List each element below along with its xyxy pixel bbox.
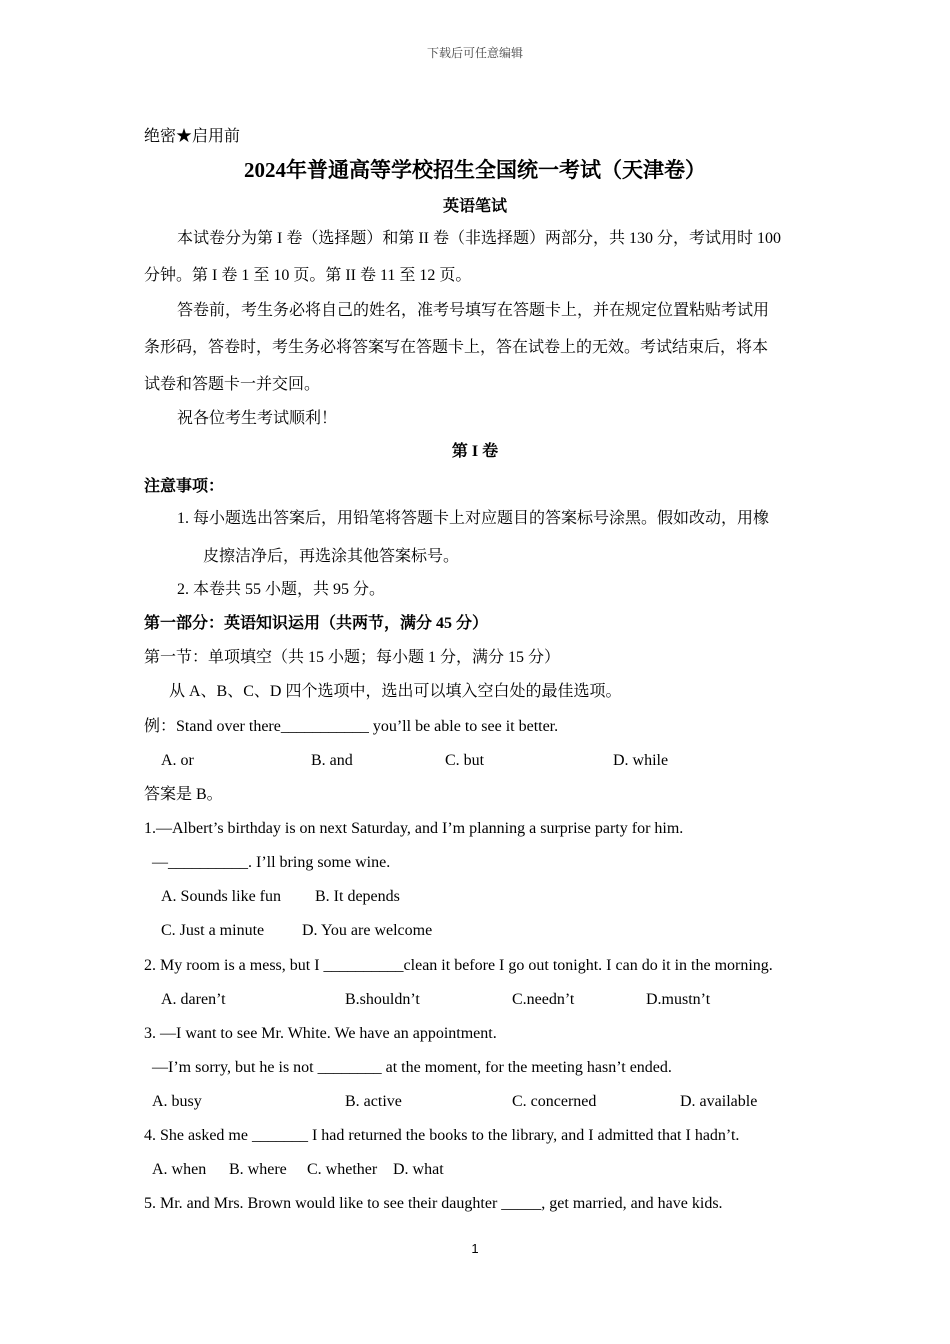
option: B. where [229, 1161, 287, 1178]
question-stem: 1.—Albert’s birthday is on next Saturday, and I’m planning a surprise party for him. [144, 820, 684, 837]
intro-line: 本试卷分为第 I 卷（选择题）和第 II 卷（非选择题）两部分，共 130 分，考试用时 100 [177, 230, 781, 247]
option: C. but [445, 752, 485, 769]
option: A. Sounds like fun [161, 888, 281, 905]
option: C. concerned [512, 1093, 597, 1110]
question-stem: 5. Mr. and Mrs. Brown would like to see their daughter _____, get married, and have kids. [144, 1195, 723, 1212]
exam-title: 2024年普通高等学校招生全国统一考试（天津卷） [244, 158, 706, 182]
intro-line: 试卷和答题卡一并交回。 [144, 376, 321, 393]
volume-title: 第 I 卷 [451, 443, 499, 460]
option: B. and [311, 752, 353, 769]
intro-line: 分钟。第 I 卷 1 至 10 页。第 II 卷 11 至 12 页。 [144, 267, 472, 284]
question-reply: —I’m sorry, but he is not ________ at the moment, for the meeting hasn’t ended. [152, 1059, 672, 1076]
option: A. when [152, 1161, 207, 1178]
option: A. busy [152, 1093, 202, 1110]
intro-line: 答卷前，考生务必将自己的姓名，准考号填写在答题卡上，并在规定位置粘贴考试用 [177, 302, 770, 319]
confidential-label: 绝密★启用前 [144, 128, 241, 145]
example-stem: 例：Stand over there___________ you’ll be able to see it better. [144, 718, 559, 735]
section1-instruction: 从 A、B、C、D 四个选项中，选出可以填入空白处的最佳选项。 [169, 683, 622, 700]
option: D.mustn’t [646, 991, 711, 1008]
option: A. daren’t [161, 991, 226, 1008]
part1-heading: 第一部分：英语知识运用（共两节，满分 45 分） [144, 615, 489, 632]
example-answer: 答案是 B。 [144, 786, 223, 803]
exam-subtitle: 英语笔试 [442, 198, 507, 215]
question-reply: —__________. I’ll bring some wine. [152, 854, 391, 871]
option: C. whether [307, 1161, 378, 1178]
option: D. You are welcome [302, 922, 433, 939]
section1-heading: 第一节：单项填空（共 15 小题；每小题 1 分，满分 15 分） [144, 649, 561, 666]
notes-item: 2. 本卷共 55 小题，共 95 分。 [177, 581, 386, 598]
option: C.needn’t [512, 991, 575, 1008]
option: A. or [161, 752, 194, 769]
header-note: 下载后可任意编辑 [426, 46, 523, 60]
option: D. what [393, 1161, 444, 1178]
question-stem: 2. My room is a mess, but I __________clean it before I go out tonight. I can do it in the morning. [144, 957, 773, 974]
question-stem: 3. —I want to see Mr. White. We have an appointment. [144, 1025, 497, 1042]
intro-line: 条形码，答卷时，考生务必将答案写在答题卡上，答在试卷上的无效。考试结束后，将本 [144, 339, 769, 356]
option: D. available [680, 1093, 758, 1110]
option: B. It depends [315, 888, 400, 905]
option: B. active [345, 1093, 402, 1110]
option: D. while [613, 752, 669, 769]
option: C. Just a minute [161, 922, 265, 939]
notes-item: 1. 每小题选出答案后，用铅笔将答题卡上对应题目的答案标号涂黑。假如改动，用橡 [177, 510, 770, 527]
question-stem: 4. She asked me _______ I had returned the books to the library, and I admitted that I hadn’t. [144, 1127, 740, 1144]
intro-wish: 祝各位考生考试顺利！ [177, 410, 338, 427]
notes-item: 皮擦洁净后，再选涂其他答案标号。 [203, 548, 460, 565]
notes-heading: 注意事项： [144, 478, 225, 495]
option: B.shouldn’t [345, 991, 420, 1008]
page-number: 1 [471, 1241, 479, 1256]
